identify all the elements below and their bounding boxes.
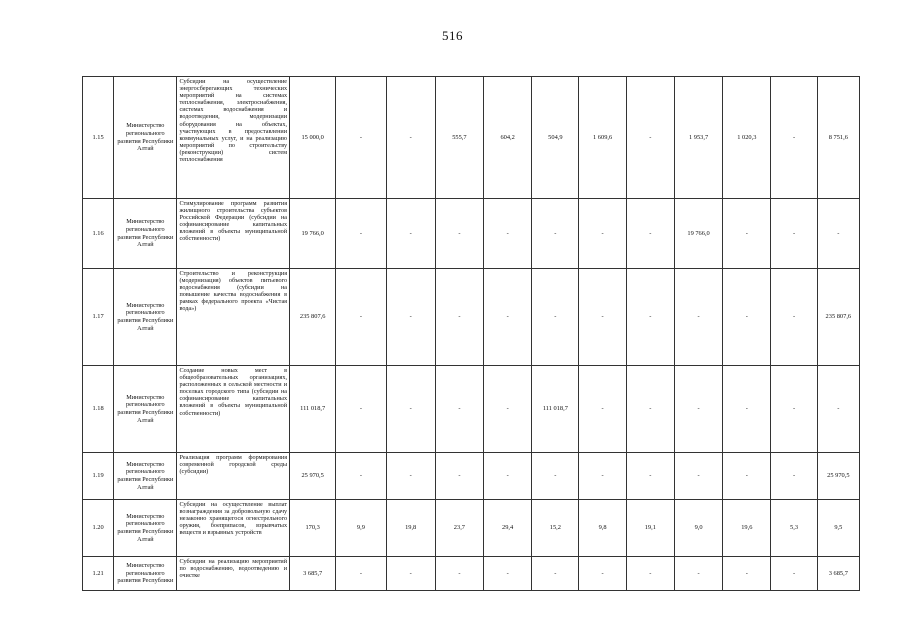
amount-cell: 111 018,7 [532, 366, 579, 453]
amount-cell: 1 609,6 [579, 77, 626, 199]
amount-cell: - [723, 366, 771, 453]
amount-cell: - [386, 453, 435, 500]
amount-cell: 15,2 [532, 500, 579, 557]
page-number: 516 [442, 28, 463, 43]
amount-cell: 29,4 [484, 500, 532, 557]
amount-cell: - [386, 269, 435, 366]
amount-cell: - [336, 557, 386, 591]
amount-cell: - [626, 557, 674, 591]
amount-cell: - [435, 557, 483, 591]
amount-cell: 555,7 [435, 77, 483, 199]
row-number-cell: 1.17 [83, 269, 114, 366]
amount-cell: 23,7 [435, 500, 483, 557]
amount-cell: 8 751,6 [817, 77, 859, 199]
amount-cell: - [532, 453, 579, 500]
amount-cell: - [674, 557, 722, 591]
amount-cell: - [484, 199, 532, 269]
amount-cell: - [723, 557, 771, 591]
measure-description-cell: Субсидии на реализацию мероприятий по водоснабжению, водоотведению и очистке [177, 557, 290, 591]
responsible-ministry-cell: Министерство регионального развития Республики Алтай [114, 269, 177, 366]
measure-description-cell: Реализация программ формирования современной городской среды (субсидии) [177, 453, 290, 500]
amount-cell: - [435, 269, 483, 366]
amount-cell: - [626, 199, 674, 269]
table-row [83, 77, 860, 199]
amount-cell: - [484, 453, 532, 500]
amount-cell: 19,8 [386, 500, 435, 557]
amount-cell: - [626, 366, 674, 453]
amount-cell: - [579, 557, 626, 591]
total-amount-cell: 170,3 [290, 500, 336, 557]
amount-cell: - [386, 77, 435, 199]
amount-cell: - [674, 453, 722, 500]
amount-cell: - [723, 199, 771, 269]
amount-cell: - [435, 366, 483, 453]
responsible-ministry-cell: Министерство регионального развития Республики Алтай [114, 453, 177, 500]
amount-cell: - [817, 199, 859, 269]
amount-cell: 9,0 [674, 500, 722, 557]
amount-cell: - [579, 366, 626, 453]
amount-cell: - [771, 77, 817, 199]
amount-cell: - [532, 199, 579, 269]
table-row [83, 557, 860, 591]
row-number-cell: 1.18 [83, 366, 114, 453]
amount-cell: - [484, 269, 532, 366]
row-number-cell: 1.15 [83, 77, 114, 199]
table-row [83, 366, 860, 453]
amount-cell: - [579, 199, 626, 269]
row-number-cell: 1.16 [83, 199, 114, 269]
amount-cell: 9,5 [817, 500, 859, 557]
total-amount-cell: 19 766,0 [290, 199, 336, 269]
amount-cell: - [674, 366, 722, 453]
amount-cell: 19,6 [723, 500, 771, 557]
total-amount-cell: 111 018,7 [290, 366, 336, 453]
amount-cell: - [484, 557, 532, 591]
amount-cell: - [771, 269, 817, 366]
responsible-ministry-cell: Министерство регионального развития Республики Алтай [114, 366, 177, 453]
row-number-cell: 1.20 [83, 500, 114, 557]
amount-cell: - [771, 199, 817, 269]
total-amount-cell: 25 970,5 [290, 453, 336, 500]
amount-cell: 9,9 [336, 500, 386, 557]
budget-table [82, 76, 860, 591]
row-number-cell: 1.19 [83, 453, 114, 500]
amount-cell: - [336, 199, 386, 269]
responsible-ministry-cell: Министерство регионального развития Республики Алтай [114, 77, 177, 199]
amount-cell: - [336, 269, 386, 366]
amount-cell: 235 807,6 [817, 269, 859, 366]
total-amount-cell: 15 000,0 [290, 77, 336, 199]
measure-description-cell: Создание новых мест в общеобразовательных организациях, расположенных в сельской местности и поселках городского типа (субсидии на софинансирование капитальных вложений в объекты муниципальной собственности) [177, 366, 290, 453]
table-row [83, 199, 860, 269]
amount-cell: - [771, 557, 817, 591]
amount-cell: 9,8 [579, 500, 626, 557]
amount-cell: - [817, 366, 859, 453]
amount-cell: - [532, 557, 579, 591]
table-row [83, 269, 860, 366]
amount-cell: 19 766,0 [674, 199, 722, 269]
responsible-ministry-cell: Министерство регионального развития Республики [114, 557, 177, 591]
amount-cell: 604,2 [484, 77, 532, 199]
amount-cell: - [626, 77, 674, 199]
measure-description-cell: Субсидии на осуществление энергосберегающих технических мероприятий на системах теплоснабжения, электроснабжения, системах водоснабжения и водоотведения, модернизации оборудования на объектах, участвующих в предоставлении коммунальных услуг, и на реализацию мероприятий по строительству (реконструкции) систем теплоснабжения [177, 77, 290, 199]
amount-cell: 1 953,7 [674, 77, 722, 199]
amount-cell: 504,9 [532, 77, 579, 199]
amount-cell: - [386, 366, 435, 453]
amount-cell: 19,1 [626, 500, 674, 557]
responsible-ministry-cell: Министерство регионального развития Республики Алтай [114, 500, 177, 557]
amount-cell: - [484, 366, 532, 453]
amount-cell: - [336, 366, 386, 453]
total-amount-cell: 3 685,7 [290, 557, 336, 591]
amount-cell: 5,3 [771, 500, 817, 557]
amount-cell: - [771, 453, 817, 500]
total-amount-cell: 235 807,6 [290, 269, 336, 366]
amount-cell: - [771, 366, 817, 453]
amount-cell: - [626, 453, 674, 500]
row-number-cell: 1.21 [83, 557, 114, 591]
responsible-ministry-cell: Министерство регионального развития Республики Алтай [114, 199, 177, 269]
amount-cell: - [674, 269, 722, 366]
measure-description-cell: Стимулирование программ развития жилищного строительства субъектов Российской Федерации (субсидии на софинансирование капитальных вложений в объекты муниципальной собственности) [177, 199, 290, 269]
amount-cell: 1 020,3 [723, 77, 771, 199]
amount-cell: 25 970,5 [817, 453, 859, 500]
amount-cell: - [435, 453, 483, 500]
table-row [83, 453, 860, 500]
table-row [83, 500, 860, 557]
amount-cell: - [579, 269, 626, 366]
amount-cell: - [435, 199, 483, 269]
measure-description-cell: Строительство и реконструкция (модернизация) объектов питьевого водоснабжения (субсидии на повышение качества водоснабжения в рамках федерального проекта «Чистая вода») [177, 269, 290, 366]
amount-cell: - [386, 199, 435, 269]
amount-cell: - [723, 453, 771, 500]
amount-cell: - [626, 269, 674, 366]
amount-cell: - [336, 453, 386, 500]
amount-cell: - [532, 269, 579, 366]
amount-cell: - [723, 269, 771, 366]
amount-cell: - [386, 557, 435, 591]
measure-description-cell: Субсидии на осуществление выплат вознаграждения за добровольную сдачу незаконно хранящегося огнестрельного оружия, боеприпасов, взрывчатых веществ и взрывных устройств [177, 500, 290, 557]
amount-cell: - [579, 453, 626, 500]
amount-cell: 3 685,7 [817, 557, 859, 591]
amount-cell: - [336, 77, 386, 199]
